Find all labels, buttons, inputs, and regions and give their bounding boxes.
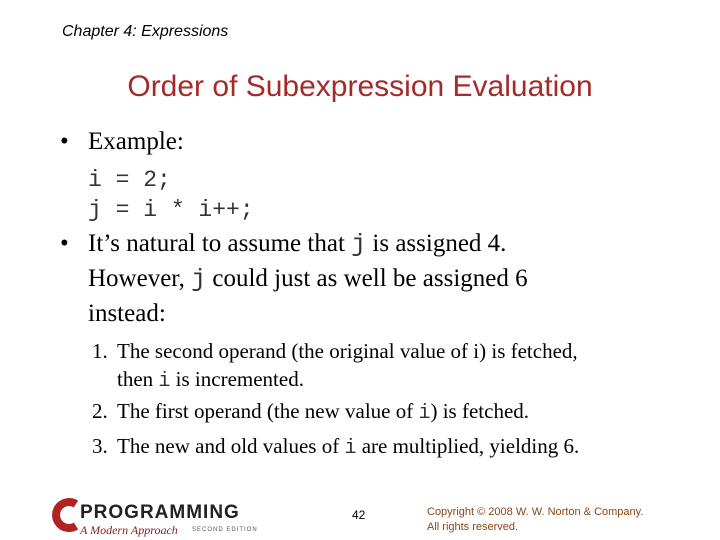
- step-text: [117, 432, 579, 463]
- step-1: [0, 337, 720, 395]
- page-number: 42: [352, 508, 366, 522]
- text-run: is assigned 4.: [366, 230, 507, 257]
- bullet-natural-assumption: [0, 226, 720, 336]
- step-text-line-1: The second operand (the original value of i) is fetched,: [117, 339, 578, 363]
- chapter-heading: Chapter 4: Expressions: [62, 23, 229, 40]
- code-i: i: [418, 402, 431, 425]
- step-text: [117, 397, 529, 428]
- code-line-2: j = i * i++;: [88, 197, 254, 223]
- text-run: are multiplied, yielding 6.: [356, 434, 580, 458]
- code-j: j: [351, 230, 367, 259]
- step-text-line-2: [117, 365, 304, 396]
- logo-subtitle: A Modern Approach: [80, 523, 178, 537]
- step-2: [0, 397, 720, 427]
- c-programming-logo: [52, 496, 272, 540]
- slide-title: Order of Subexpression Evaluation: [127, 70, 593, 103]
- text-run: could just as well be assigned 6: [206, 265, 528, 292]
- text-run: ) is fetched.: [430, 399, 530, 423]
- code-i: i: [158, 370, 171, 393]
- code-j: j: [191, 265, 207, 294]
- text-run: The first operand (the new value of: [117, 399, 419, 423]
- code-i: i: [344, 437, 357, 460]
- logo-c-mark: [52, 498, 82, 532]
- bullet-line-1: [88, 226, 506, 262]
- step-3: [0, 432, 720, 462]
- step-number: 1.: [92, 339, 108, 363]
- copyright-line-2: All rights reserved.: [427, 521, 519, 533]
- text-run: However,: [88, 265, 192, 292]
- text-run: is incremented.: [170, 367, 304, 391]
- text-run: then: [117, 367, 159, 391]
- bullet-line-3: instead:: [88, 300, 166, 327]
- logo-edition: SECOND EDITION: [192, 527, 258, 533]
- bullet-line-2: [88, 261, 528, 297]
- step-number: 3.: [92, 434, 108, 458]
- step-number: 2.: [92, 399, 108, 423]
- copyright-line-1: Copyright © 2008 W. W. Norton & Company.: [427, 506, 644, 518]
- copyright-notice: [427, 505, 643, 535]
- code-line-1: i = 2;: [88, 167, 171, 193]
- logo-wordmark: PROGRAMMING: [80, 502, 240, 523]
- bullet-example: [0, 124, 720, 160]
- text-run: The new and old values of: [117, 434, 345, 458]
- text-run: It’s natural to assume that: [88, 230, 352, 257]
- bullet-text: Example:: [88, 128, 184, 155]
- bullet-dot: •: [60, 230, 69, 257]
- bullet-dot: •: [60, 128, 69, 155]
